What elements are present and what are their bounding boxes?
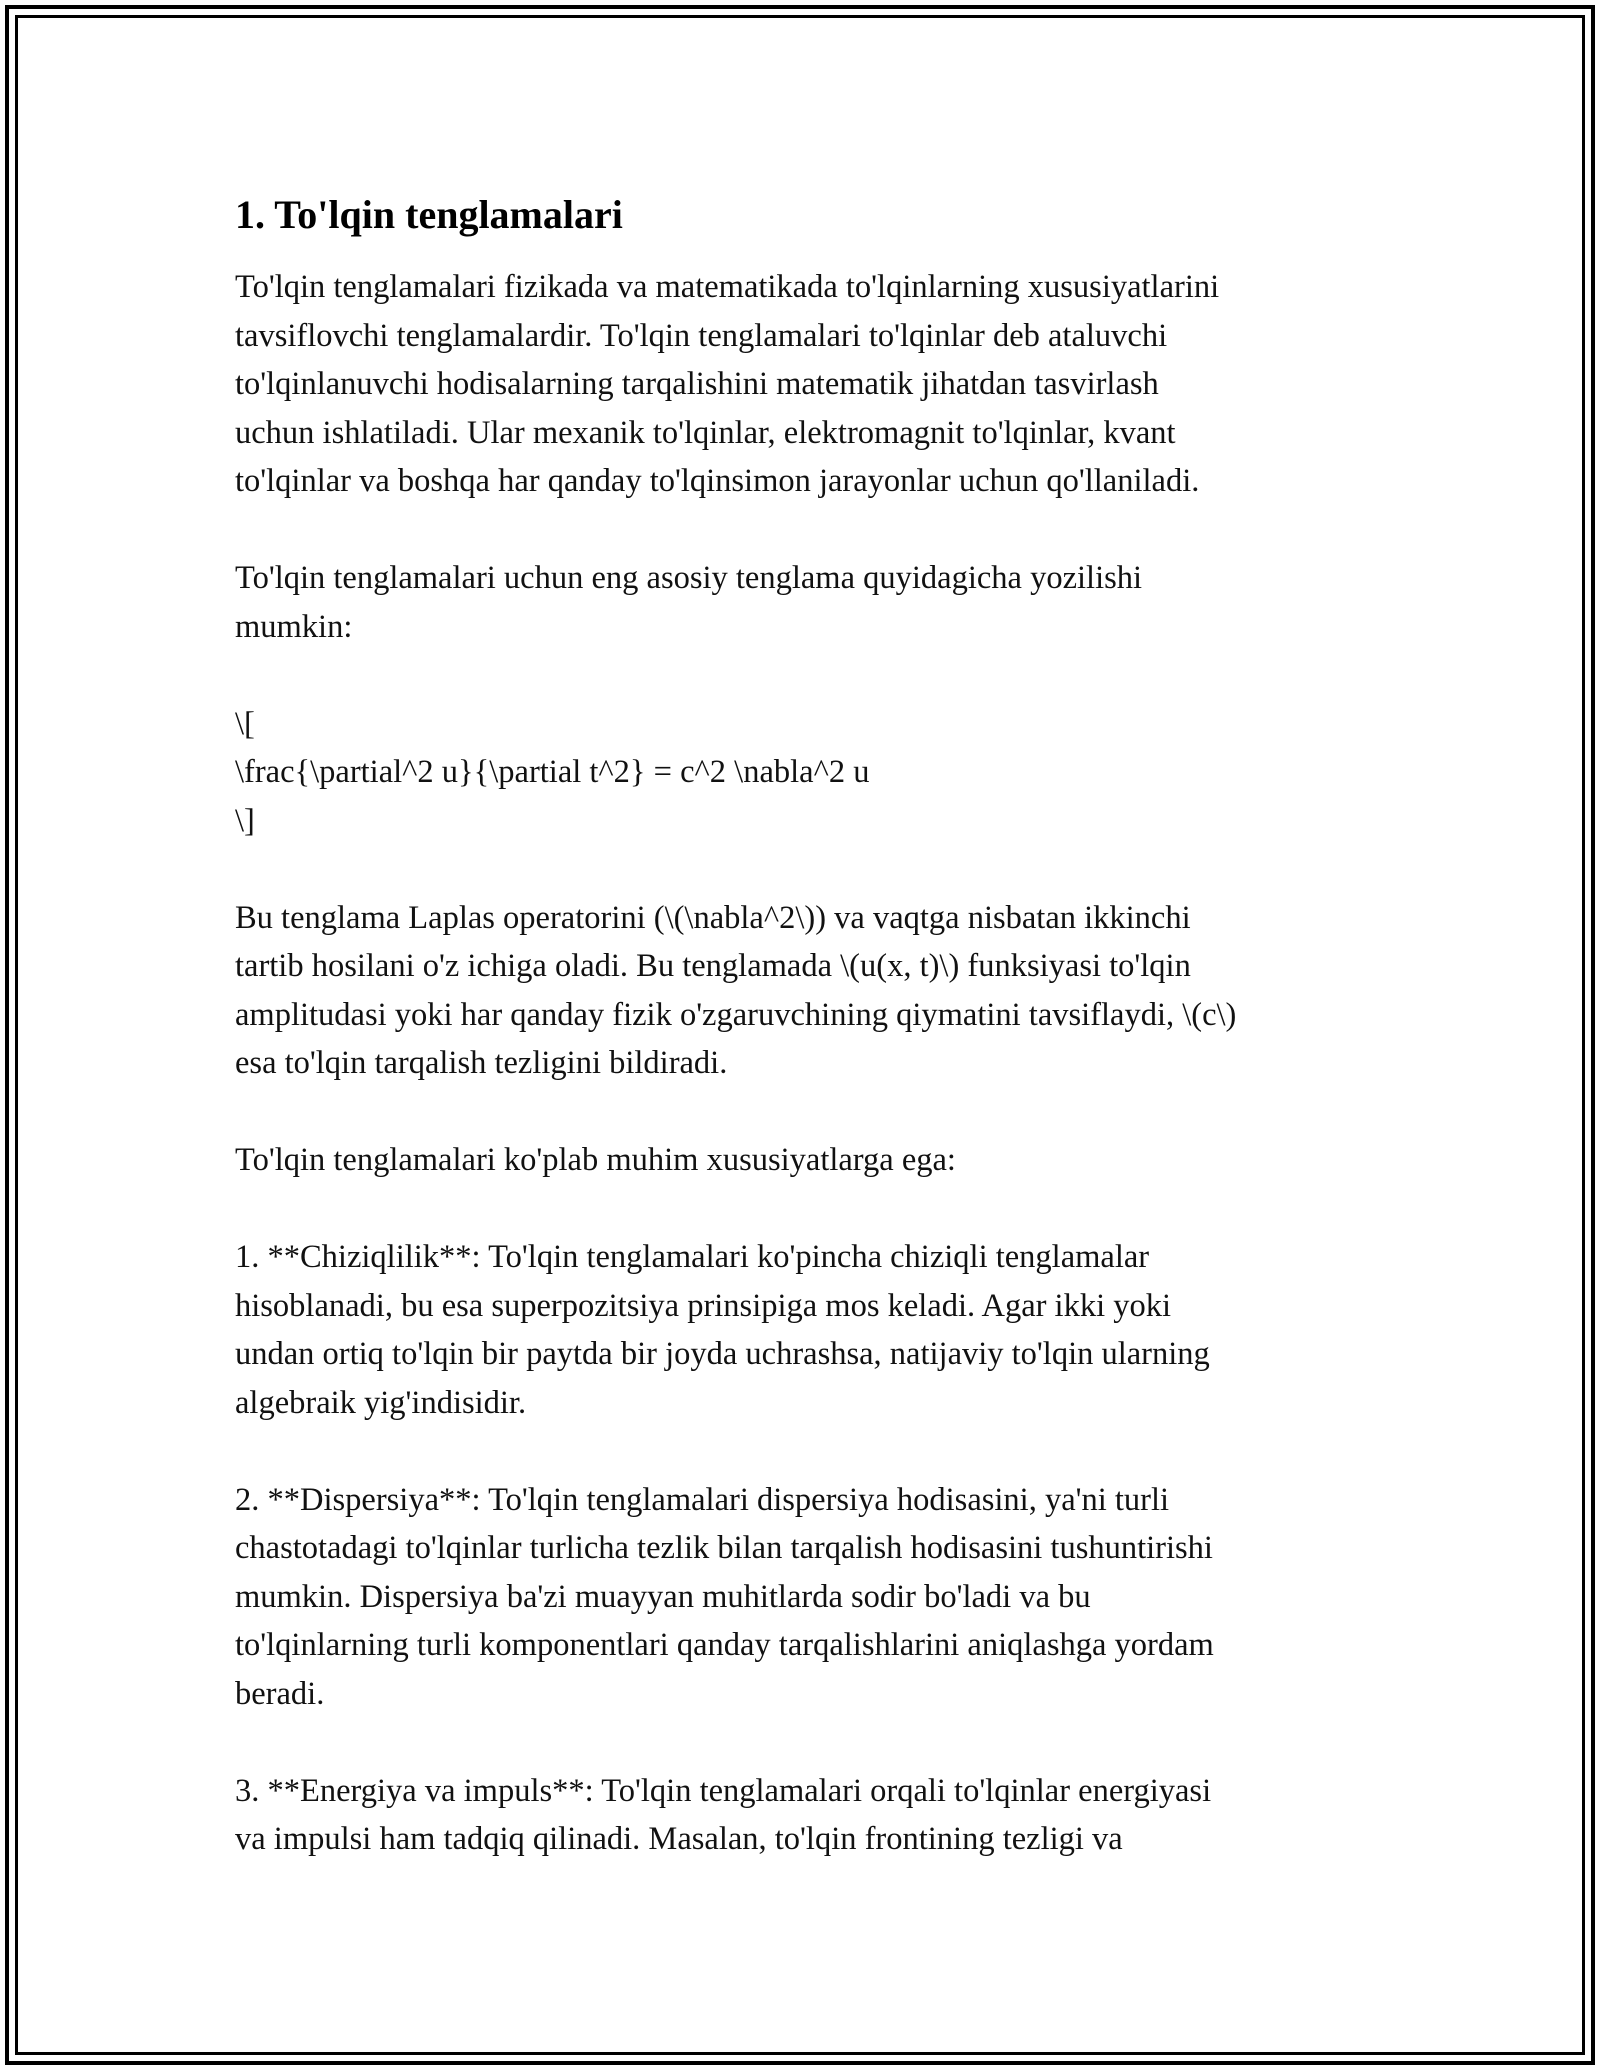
text-line: amplitudasi yoki har qanday fizik o'zgaruvchining qiymatini tavsiflaydi, \(c\) [235, 996, 1237, 1033]
text-line: 1. **Chiziqlilik**: To'lqin tenglamalari ko'pincha chiziqli tenglamalar [235, 1239, 1150, 1275]
text-line: To'lqin tenglamalari uchun eng asosiy tenglama quyidagicha yozilishi [235, 560, 1143, 596]
text-line: to'lqinlarning turli komponentlari qanday tarqalishlarini aniqlashga yordam [235, 1627, 1214, 1663]
text-line: mumkin: [235, 608, 353, 645]
paragraph-equation-explanation [235, 894, 1375, 1088]
equation-line: \frac{\partial^2 u}{\partial t^2} = c^2 \nabla^2 u [235, 754, 870, 790]
equation-line: \[ [235, 705, 255, 742]
text-line: tavsiflovchi tenglamalardir. To'lqin tenglamalari to'lqinlar deb ataluvchi [235, 317, 1168, 354]
text-line: mumkin. Dispersiya ba'zi muayyan muhitlarda sodir bo'ladi va bu [235, 1578, 1091, 1615]
text-line: undan ortiq to'lqin bir paytda bir joyda uchrashsa, natijaviy to'lqin ularning [235, 1336, 1210, 1372]
text-line: beradi. [235, 1675, 325, 1712]
text-line: to'lqinlanuvchi hodisalarning tarqalishini matematik jihatdan tasvirlash [235, 366, 1159, 402]
text-line: To'lqin tenglamalari ko'plab muhim xususiyatlarga ega: [235, 1142, 956, 1178]
text-line: uchun ishlatiladi. Ular mexanik to'lqinlar, elektromagnit to'lqinlar, kvant [235, 414, 1176, 451]
list-item-dispersion [235, 1476, 1375, 1719]
text-line: to'lqinlar va boshqa har qanday to'lqinsimon jarayonlar uchun qo'llaniladi. [235, 463, 1200, 499]
list-item-linearity [235, 1233, 1375, 1427]
paragraph-equation-intro [235, 554, 1375, 651]
equation-line: \] [235, 802, 255, 839]
document-body [235, 187, 1375, 1912]
paragraph-intro [235, 263, 1375, 506]
equation-block [235, 700, 1375, 846]
section-title: 1. To'lqin tenglamalari [235, 192, 623, 237]
text-line: 3. **Energiya va impuls**: To'lqin tenglamalari orqali to'lqinlar energiyasi [235, 1772, 1212, 1809]
text-line: 2. **Dispersiya**: To'lqin tenglamalari dispersiya hodisasini, ya'ni turli [235, 1481, 1170, 1518]
text-line: hisoblanadi, bu esa superpozitsiya prinsipiga mos keladi. Agar ikki yoki [235, 1287, 1172, 1324]
text-line: chastotadagi to'lqinlar turlicha tezlik bilan tarqalish hodisasini tushuntirishi [235, 1530, 1213, 1566]
text-line: Bu tenglama Laplas operatorini (\(\nabla^2\)) va vaqtga nisbatan ikkinchi [235, 899, 1191, 936]
text-line: To'lqin tenglamalari fizikada va matematikada to'lqinlarning xususiyatlarini [235, 269, 1220, 305]
text-line: algebraik yig'indisidir. [235, 1384, 527, 1421]
text-line: va impulsi ham tadqiq qilinadi. Masalan, to'lqin frontining tezligi va [235, 1821, 1123, 1857]
text-line: esa to'lqin tarqalish tezligini bildiradi. [235, 1045, 728, 1081]
list-item-energy [235, 1767, 1375, 1864]
paragraph-properties-intro [235, 1136, 1375, 1185]
text-line: tartib hosilani o'z ichiga oladi. Bu tenglamada \(u(x, t)\) funksiyasi to'lqin [235, 948, 1191, 984]
